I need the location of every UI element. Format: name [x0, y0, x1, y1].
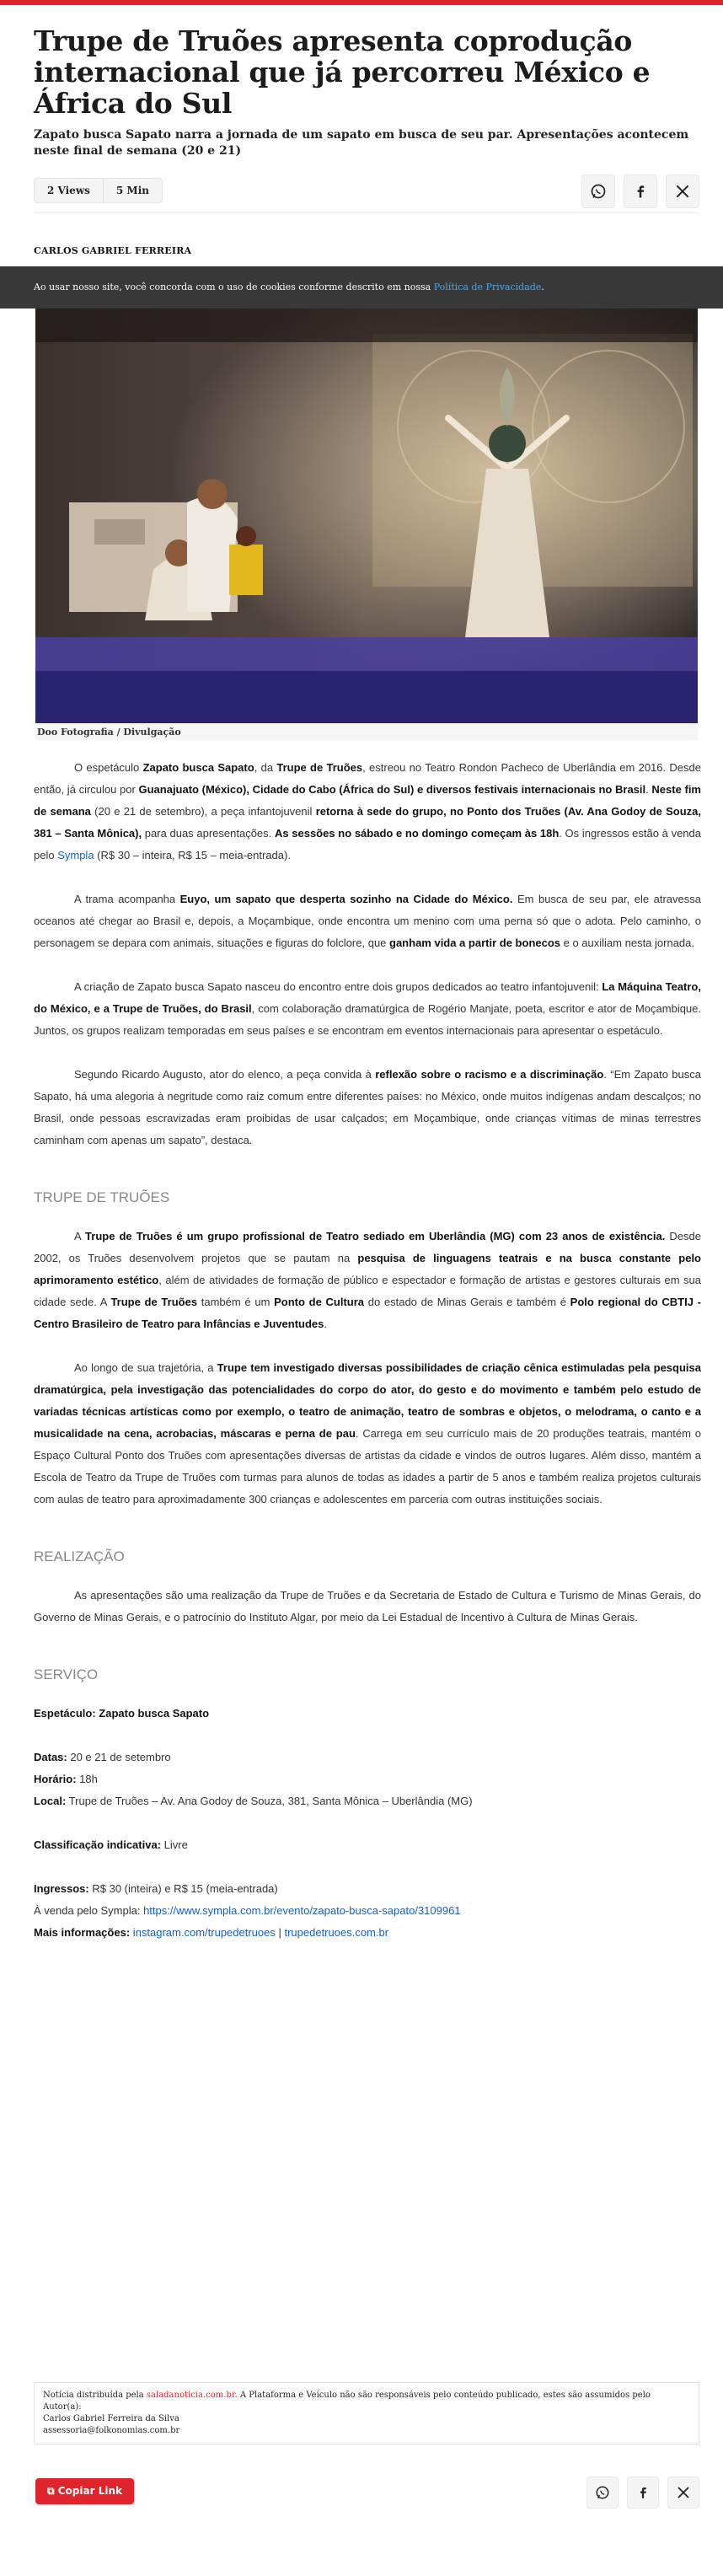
paragraph-6: Ao longo de sua trajetória, a Trupe tem investigado diversas possibilidades de criação cênica estimuladas pela pesquisa dramatúrgica, pela investigação das potencialidades do corpo do ator, do gesto e do movimento e também pelo estudo de variadas técnicas artísticas como por exemplo, o teatro de animação, teatro de sombras e objetos, o melodrama, o canto e a musicalidade na cena, acrobacias, máscaras e perna de pau. Carrega em seu currículo mais de 20 produções teatrais, mantém o Espaço Cultural Ponto dos Truões com apresentações diversas de artistas da cidade e vindos de outros lugares. Além disso, mantém a Escola de Teatro da Trupe de Truões com turmas para alunos de todas as idades a partir de 5 anos e também realiza projetos culturais com aulas de teatro para aproximadamente 300 crianças e adolescentes em parceria com outras instituições sociais. [34, 1361, 701, 1505]
whatsapp-share-button[interactable] [581, 174, 615, 208]
image-caption: Doo Fotografia / Divulgação [35, 724, 698, 740]
whatsapp-icon [590, 183, 607, 200]
cookie-banner[interactable] [0, 266, 723, 309]
servico-classificacao: Classificação indicativa: Livre [34, 1838, 188, 1851]
facebook-icon [632, 183, 649, 200]
instagram-link[interactable]: instagram.com/trupedetruoes [132, 1926, 276, 1939]
distribution-notice: Notícia distribuída pela saladanoticia.com.br. A Plataforma e Veículo não são responsáveis pelo conteúdo publicado, estes são assumidos pelo Autor(a): Carlos Gabriel Ferreira da Silva assessoria@folkonomias.com.br [34, 2382, 699, 2445]
site-link[interactable]: trupedetruoes.com.br [284, 1926, 389, 1939]
notice-author: Carlos Gabriel Ferreira da Silva [43, 2414, 179, 2423]
whatsapp-share-button-bottom[interactable] [586, 2477, 619, 2509]
whatsapp-icon [595, 2485, 610, 2500]
facebook-share-button[interactable] [624, 174, 657, 208]
top-accent-bar [0, 0, 723, 5]
servico-horario: Horário: 18h [34, 1773, 98, 1785]
servico-local: Local: Trupe de Truões – Av. Ana Godoy de Souza, 381, Santa Mônica – Uberlândia (MG) [34, 1795, 473, 1807]
section-heading-realizacao: REALIZAÇÃO [34, 1548, 125, 1564]
notice-email: assessoria@folkonomias.com.br [43, 2426, 180, 2435]
facebook-icon [635, 2485, 651, 2500]
facebook-share-button-bottom[interactable] [627, 2477, 659, 2509]
servico-datas: Datas: 20 e 21 de setembro [34, 1751, 171, 1763]
article-body [34, 757, 701, 1944]
x-share-button-bottom[interactable] [667, 2477, 699, 2509]
article-footer [34, 2477, 699, 2510]
servico-espetaculo: Espetáculo: Zapato busca Sapato [34, 1707, 210, 1720]
paragraph-2: A trama acompanha Euyo, um sapato que desperta sozinho na Cidade do México. Em busca de seu par, ele atravessa oceanos até chegar ao Brasil e, depois, a Moçambique, onde encontra um menino com uma perna só que o adota. Pelo caminho, o personagem se depara com animais, situações e figuras do folclore, que ganham vida a partir de bonecos e o auxiliam nesta jornada. [34, 893, 701, 949]
paragraph-3: A criação de Zapato busca Sapato nasceu do encontro entre dois grupos dedicados ao teatro infantojuvenil: La Máquina Teatro, do México, e a Trupe de Truões, do Brasil, com colaboração dramatúrgica de Rogério Manjate, poeta, escritor e ator de Moçambique. Juntos, os grupos realizam temporadas em seus países e se encontram em eventos internacionais para apresentar o espetáculo. [34, 980, 702, 1037]
meta-row [34, 169, 699, 213]
sympla-url-link[interactable]: https://www.sympla.com.br/evento/zapato-busca-sapato/3109961 [143, 1904, 461, 1917]
x-icon [676, 2485, 691, 2500]
paragraph-5: A Trupe de Truões é um grupo profissional de Teatro sediado em Uberlândia (MG) com 23 anos de existência. Desde 2002, os Truões desenvolvem projetos que se pautam na pesquisa de linguagens teatrais e na busca constante pelo aprimoramento estético, além de atividades de formação de público e espectador e formação de artistas e gestores culturais em sua cidade sede. A Trupe de Truões também é um Ponto de Cultura do estado de Minas Gerais e também é Polo regional do CBTIJ - Centro Brasileiro de Teatro para Infâncias e Juventudes. [34, 1230, 701, 1330]
cookie-text-end: . [541, 282, 544, 292]
article-header [34, 25, 699, 256]
servico-sympla: À venda pelo Sympla: https://www.sympla.com.br/evento/zapato-busca-sapato/3109961 [34, 1904, 461, 1917]
saladanoticia-link[interactable]: saladanoticia.com.br [146, 2391, 235, 2400]
article-counters [34, 178, 163, 203]
privacy-policy-link[interactable]: Política de Privacidade [433, 282, 542, 292]
paragraph-4: Segundo Ricardo Augusto, ator do elenco, a peça convida à reflexão sobre o racismo e a discriminação. “Em Zapato busca Sapato, há uma alegoria à negritude como raiz comum entre diferentes países: no México, onde muitos indígenas andam descalços; no Brasil, onde pessoas escravizadas eram proibidas de usar calçados; em Moçambique, onde crianças vítimas de minas terrestres caminham com apenas um sapato”, destaca. [34, 1068, 701, 1146]
share-buttons-bottom [586, 2477, 699, 2509]
paragraph-1: O espetáculo Zapato busca Sapato, da Trupe de Truões, estreou no Teatro Rondon Pacheco de Uberlândia em 2016. Desde então, já circulou por Guanajuato (México), Cidade do Cabo (África do Sul) e diversos festivais internacionais no Brasil. Neste fim de semana (20 e 21 de setembro), a peça infantojuvenil retorna à sede do grupo, no Ponto dos Truões (Av. Ana Godoy de Souza, 381 – Santa Mônica), para duas apresentações. As sessões no sábado e no domingo começam às 18h. Os ingressos estão à venda pelo Sympla (R$ 30 – inteira, R$ 15 – meia-entrada). [34, 761, 702, 861]
x-share-button[interactable] [666, 174, 699, 208]
section-heading-servico: SERVIÇO [34, 1666, 99, 1682]
servico-info: Mais informações: instagram.com/trupedetruoes | trupedetruoes.com.br [34, 1926, 389, 1939]
paragraph-7: As apresentações são uma realização da Trupe de Truões e da Secretaria de Estado de Cultura e Turismo de Minas Gerais, do Governo de Minas Gerais, e o patrocínio do Instituto Algar, por meio da Lei Estadual de Incentivo à Cultura de Minas Gerais. [34, 1589, 701, 1623]
servico-ingressos: Ingressos: R$ 30 (inteira) e R$ 15 (meia-entrada) [34, 1882, 278, 1895]
x-icon [674, 183, 691, 200]
cookie-text: Ao usar nosso site, você concorda com o uso de cookies conforme descrito em nossa [34, 282, 434, 292]
link-icon: ⧉ [47, 2485, 58, 2497]
share-buttons-top [581, 174, 699, 208]
sympla-link[interactable]: Sympla [57, 849, 94, 861]
article-subtitle: Zapato busca Sapato narra a jornada de um sapato em busca de seu par. Apresentações acontecem neste final de semana (20 e 21) [34, 128, 689, 158]
copy-link-button[interactable]: ⧉ Copiar Link [35, 2478, 134, 2504]
read-time: 5 Min [103, 179, 162, 202]
article-title: Trupe de Truões apresenta coprodução internacional que já percorreu México e África do Sul [34, 24, 651, 120]
article-image [35, 309, 698, 723]
author-name[interactable]: CARLOS GABRIEL FERREIRA [34, 245, 192, 256]
views-count: 2 Views [47, 185, 90, 196]
section-heading-trupe: TRUPE DE TRUÕES [34, 1189, 170, 1205]
